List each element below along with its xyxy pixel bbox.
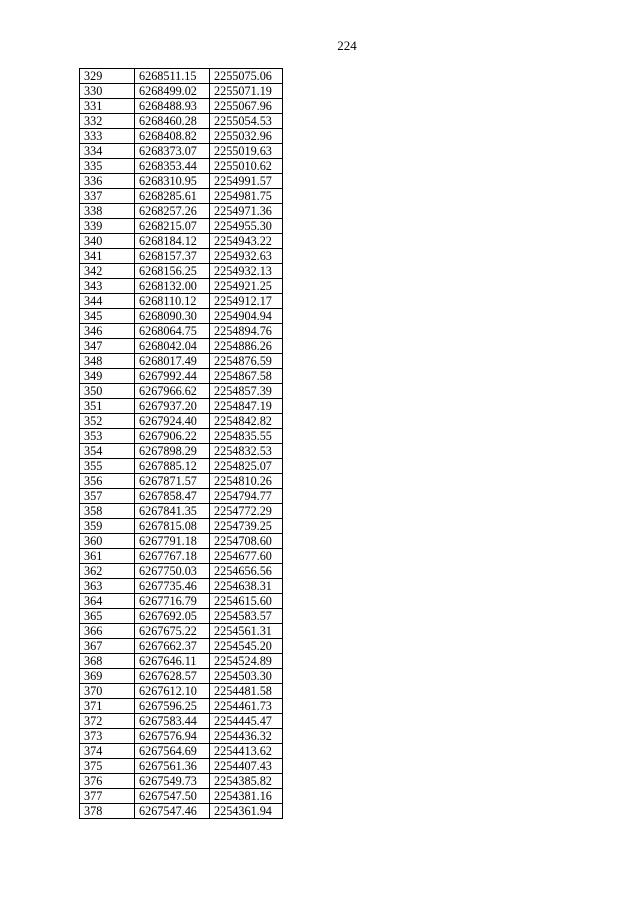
point-number-cell: 337 [80, 189, 135, 204]
y-coordinate-cell: 2254445.47 [210, 714, 283, 729]
y-coordinate-cell: 2255032.96 [210, 129, 283, 144]
y-coordinate-cell: 2254407.43 [210, 759, 283, 774]
point-number-cell: 358 [80, 504, 135, 519]
point-number-cell: 368 [80, 654, 135, 669]
point-number-cell: 353 [80, 429, 135, 444]
y-coordinate-cell: 2254481.58 [210, 684, 283, 699]
x-coordinate-cell: 6267841.35 [135, 504, 210, 519]
point-number-cell: 361 [80, 549, 135, 564]
x-coordinate-cell: 6268499.02 [135, 84, 210, 99]
point-number-cell: 346 [80, 324, 135, 339]
y-coordinate-cell: 2254932.63 [210, 249, 283, 264]
point-number-cell: 334 [80, 144, 135, 159]
y-coordinate-cell: 2254971.36 [210, 204, 283, 219]
table-row [80, 369, 283, 384]
point-number-cell: 340 [80, 234, 135, 249]
point-number-cell: 364 [80, 594, 135, 609]
y-coordinate-cell: 2255075.06 [210, 69, 283, 84]
table-row [80, 639, 283, 654]
table-row [80, 669, 283, 684]
y-coordinate-cell: 2254524.89 [210, 654, 283, 669]
table-row [80, 99, 283, 114]
point-number-cell: 373 [80, 729, 135, 744]
point-number-cell: 347 [80, 339, 135, 354]
table-row [80, 759, 283, 774]
table-row [80, 684, 283, 699]
point-number-cell: 367 [80, 639, 135, 654]
table-row [80, 609, 283, 624]
point-number-cell: 370 [80, 684, 135, 699]
coordinates-table-body [80, 69, 283, 819]
y-coordinate-cell: 2254772.29 [210, 504, 283, 519]
table-row [80, 399, 283, 414]
table-row [80, 534, 283, 549]
x-coordinate-cell: 6268511.15 [135, 69, 210, 84]
x-coordinate-cell: 6267898.29 [135, 444, 210, 459]
x-coordinate-cell: 6267885.12 [135, 459, 210, 474]
y-coordinate-cell: 2254932.13 [210, 264, 283, 279]
y-coordinate-cell: 2254615.60 [210, 594, 283, 609]
x-coordinate-cell: 6267937.20 [135, 399, 210, 414]
y-coordinate-cell: 2254943.22 [210, 234, 283, 249]
y-coordinate-cell: 2254825.07 [210, 459, 283, 474]
point-number-cell: 376 [80, 774, 135, 789]
x-coordinate-cell: 6268064.75 [135, 324, 210, 339]
y-coordinate-cell: 2254886.26 [210, 339, 283, 354]
x-coordinate-cell: 6268215.07 [135, 219, 210, 234]
y-coordinate-cell: 2254436.32 [210, 729, 283, 744]
table-row [80, 429, 283, 444]
y-coordinate-cell: 2254921.25 [210, 279, 283, 294]
y-coordinate-cell: 2254656.56 [210, 564, 283, 579]
point-number-cell: 377 [80, 789, 135, 804]
page-number: 224 [337, 38, 357, 53]
y-coordinate-cell: 2254561.31 [210, 624, 283, 639]
table-row [80, 384, 283, 399]
y-coordinate-cell: 2254708.60 [210, 534, 283, 549]
y-coordinate-cell: 2254583.57 [210, 609, 283, 624]
y-coordinate-cell: 2254991.57 [210, 174, 283, 189]
x-coordinate-cell: 6268408.82 [135, 129, 210, 144]
y-coordinate-cell: 2254794.77 [210, 489, 283, 504]
point-number-cell: 355 [80, 459, 135, 474]
point-number-cell: 338 [80, 204, 135, 219]
table-row [80, 564, 283, 579]
x-coordinate-cell: 6267992.44 [135, 369, 210, 384]
table-row [80, 279, 283, 294]
point-number-cell: 329 [80, 69, 135, 84]
point-number-cell: 371 [80, 699, 135, 714]
point-number-cell: 362 [80, 564, 135, 579]
table-row [80, 354, 283, 369]
x-coordinate-cell: 6267547.50 [135, 789, 210, 804]
y-coordinate-cell: 2254677.60 [210, 549, 283, 564]
point-number-cell: 342 [80, 264, 135, 279]
x-coordinate-cell: 6268184.12 [135, 234, 210, 249]
y-coordinate-cell: 2254381.16 [210, 789, 283, 804]
table-row [80, 189, 283, 204]
point-number-cell: 365 [80, 609, 135, 624]
y-coordinate-cell: 2254413.62 [210, 744, 283, 759]
table-row [80, 84, 283, 99]
y-coordinate-cell: 2254503.30 [210, 669, 283, 684]
y-coordinate-cell: 2254876.59 [210, 354, 283, 369]
table-row [80, 174, 283, 189]
x-coordinate-cell: 6267791.18 [135, 534, 210, 549]
y-coordinate-cell: 2255054.53 [210, 114, 283, 129]
x-coordinate-cell: 6268285.61 [135, 189, 210, 204]
point-number-cell: 341 [80, 249, 135, 264]
x-coordinate-cell: 6268257.26 [135, 204, 210, 219]
x-coordinate-cell: 6268488.93 [135, 99, 210, 114]
x-coordinate-cell: 6268042.04 [135, 339, 210, 354]
x-coordinate-cell: 6267628.57 [135, 669, 210, 684]
x-coordinate-cell: 6268156.25 [135, 264, 210, 279]
table-row [80, 504, 283, 519]
table-row [80, 234, 283, 249]
point-number-cell: 348 [80, 354, 135, 369]
y-coordinate-cell: 2255071.19 [210, 84, 283, 99]
x-coordinate-cell: 6267561.36 [135, 759, 210, 774]
table-row [80, 249, 283, 264]
y-coordinate-cell: 2255010.62 [210, 159, 283, 174]
table-row [80, 444, 283, 459]
point-number-cell: 372 [80, 714, 135, 729]
table-row [80, 549, 283, 564]
table-row [80, 339, 283, 354]
x-coordinate-cell: 6268017.49 [135, 354, 210, 369]
table-row [80, 489, 283, 504]
point-number-cell: 349 [80, 369, 135, 384]
y-coordinate-cell: 2254810.26 [210, 474, 283, 489]
table-row [80, 474, 283, 489]
point-number-cell: 374 [80, 744, 135, 759]
point-number-cell: 354 [80, 444, 135, 459]
table-row [80, 294, 283, 309]
table-row [80, 69, 283, 84]
point-number-cell: 369 [80, 669, 135, 684]
point-number-cell: 333 [80, 129, 135, 144]
x-coordinate-cell: 6267858.47 [135, 489, 210, 504]
point-number-cell: 366 [80, 624, 135, 639]
table-row [80, 594, 283, 609]
table-row [80, 219, 283, 234]
point-number-cell: 357 [80, 489, 135, 504]
x-coordinate-cell: 6268110.12 [135, 294, 210, 309]
y-coordinate-cell: 2254904.94 [210, 309, 283, 324]
x-coordinate-cell: 6267564.69 [135, 744, 210, 759]
x-coordinate-cell: 6267735.46 [135, 579, 210, 594]
point-number-cell: 359 [80, 519, 135, 534]
table-row [80, 129, 283, 144]
x-coordinate-cell: 6268090.30 [135, 309, 210, 324]
x-coordinate-cell: 6268353.44 [135, 159, 210, 174]
y-coordinate-cell: 2254955.30 [210, 219, 283, 234]
y-coordinate-cell: 2254894.76 [210, 324, 283, 339]
y-coordinate-cell: 2254847.19 [210, 399, 283, 414]
table-row [80, 729, 283, 744]
x-coordinate-cell: 6267549.73 [135, 774, 210, 789]
table-row [80, 144, 283, 159]
x-coordinate-cell: 6267692.05 [135, 609, 210, 624]
table-row [80, 804, 283, 819]
point-number-cell: 360 [80, 534, 135, 549]
y-coordinate-cell: 2255067.96 [210, 99, 283, 114]
point-number-cell: 336 [80, 174, 135, 189]
point-number-cell: 330 [80, 84, 135, 99]
coordinates-table [79, 68, 283, 819]
x-coordinate-cell: 6267815.08 [135, 519, 210, 534]
y-coordinate-cell: 2254739.25 [210, 519, 283, 534]
point-number-cell: 356 [80, 474, 135, 489]
point-number-cell: 352 [80, 414, 135, 429]
table-row [80, 159, 283, 174]
y-coordinate-cell: 2254832.53 [210, 444, 283, 459]
y-coordinate-cell: 2254545.20 [210, 639, 283, 654]
x-coordinate-cell: 6267646.11 [135, 654, 210, 669]
point-number-cell: 375 [80, 759, 135, 774]
table-row [80, 414, 283, 429]
y-coordinate-cell: 2254835.55 [210, 429, 283, 444]
x-coordinate-cell: 6268310.95 [135, 174, 210, 189]
table-row [80, 624, 283, 639]
y-coordinate-cell: 2254638.31 [210, 579, 283, 594]
table-row [80, 654, 283, 669]
point-number-cell: 378 [80, 804, 135, 819]
x-coordinate-cell: 6267750.03 [135, 564, 210, 579]
x-coordinate-cell: 6267966.62 [135, 384, 210, 399]
table-row [80, 519, 283, 534]
point-number-cell: 343 [80, 279, 135, 294]
y-coordinate-cell: 2254842.82 [210, 414, 283, 429]
point-number-cell: 332 [80, 114, 135, 129]
x-coordinate-cell: 6267767.18 [135, 549, 210, 564]
table-row [80, 579, 283, 594]
y-coordinate-cell: 2254857.39 [210, 384, 283, 399]
point-number-cell: 350 [80, 384, 135, 399]
point-number-cell: 344 [80, 294, 135, 309]
x-coordinate-cell: 6268157.37 [135, 249, 210, 264]
x-coordinate-cell: 6267716.79 [135, 594, 210, 609]
x-coordinate-cell: 6267596.25 [135, 699, 210, 714]
x-coordinate-cell: 6267924.40 [135, 414, 210, 429]
x-coordinate-cell: 6268373.07 [135, 144, 210, 159]
x-coordinate-cell: 6268460.28 [135, 114, 210, 129]
table-row [80, 204, 283, 219]
table-row [80, 114, 283, 129]
point-number-cell: 351 [80, 399, 135, 414]
table-row [80, 774, 283, 789]
point-number-cell: 331 [80, 99, 135, 114]
y-coordinate-cell: 2254867.58 [210, 369, 283, 384]
x-coordinate-cell: 6267612.10 [135, 684, 210, 699]
table-row [80, 789, 283, 804]
y-coordinate-cell: 2254912.17 [210, 294, 283, 309]
x-coordinate-cell: 6267675.22 [135, 624, 210, 639]
y-coordinate-cell: 2255019.63 [210, 144, 283, 159]
point-number-cell: 339 [80, 219, 135, 234]
point-number-cell: 335 [80, 159, 135, 174]
x-coordinate-cell: 6267871.57 [135, 474, 210, 489]
table-row [80, 309, 283, 324]
x-coordinate-cell: 6267662.37 [135, 639, 210, 654]
point-number-cell: 345 [80, 309, 135, 324]
y-coordinate-cell: 2254361.94 [210, 804, 283, 819]
x-coordinate-cell: 6268132.00 [135, 279, 210, 294]
y-coordinate-cell: 2254461.73 [210, 699, 283, 714]
point-number-cell: 363 [80, 579, 135, 594]
x-coordinate-cell: 6267906.22 [135, 429, 210, 444]
x-coordinate-cell: 6267576.94 [135, 729, 210, 744]
table-row [80, 714, 283, 729]
x-coordinate-cell: 6267583.44 [135, 714, 210, 729]
table-row [80, 264, 283, 279]
y-coordinate-cell: 2254981.75 [210, 189, 283, 204]
x-coordinate-cell: 6267547.46 [135, 804, 210, 819]
table-row [80, 699, 283, 714]
y-coordinate-cell: 2254385.82 [210, 774, 283, 789]
table-row [80, 324, 283, 339]
table-row [80, 744, 283, 759]
table-row [80, 459, 283, 474]
